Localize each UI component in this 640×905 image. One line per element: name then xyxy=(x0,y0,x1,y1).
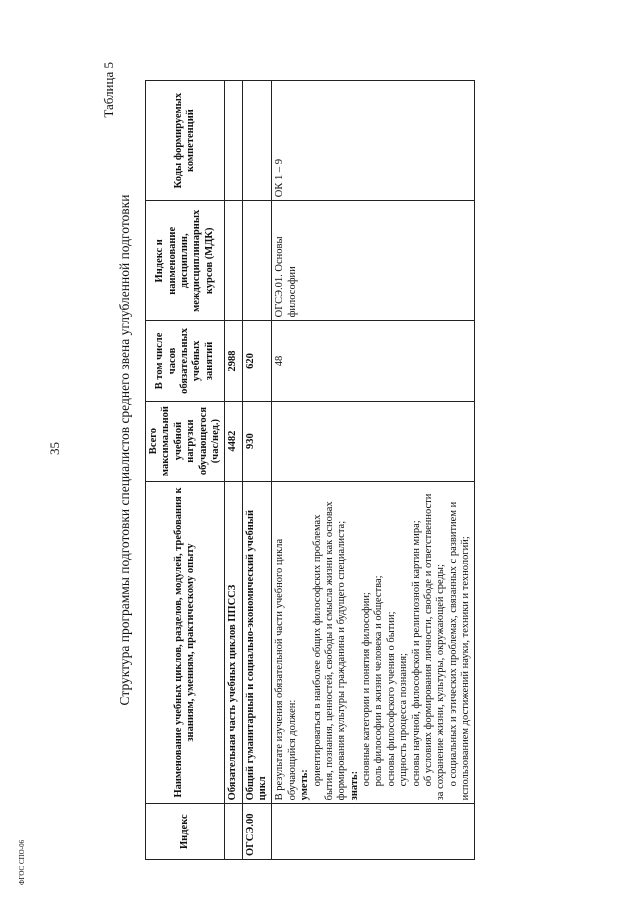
cell-max-load: 930 xyxy=(242,401,272,481)
cell-name: Общий гуманитарный и социально-экономический учебный цикл xyxy=(242,481,272,804)
header-codes: Коды формируемых компетенций xyxy=(146,81,225,201)
knowledge-item: роль философии в жизни человека и общества; xyxy=(373,575,385,787)
knowledge-item: основы философского учения о бытии; xyxy=(385,611,397,787)
page-number: 35 xyxy=(47,442,62,455)
knowledge-item: основные категории и понятия философии; xyxy=(361,592,372,787)
cell-name: Обязательная часть учебных циклов ППССЗ xyxy=(225,481,242,804)
cell-mandatory-hours: 48 xyxy=(272,321,475,401)
knowledge-item: об условиях формирования личности, свободе и ответственности за сохранение жизни, культуры, окружающей среды; xyxy=(422,493,447,801)
cell-index: ОГСЭ.00 xyxy=(242,804,272,860)
table-title: Структура программы подготовки специалистов среднего звена углубленной подготовки xyxy=(117,194,132,706)
skills-text: ориентироваться в наиболее общих философских проблемах бытия, познания, ценностей, свободы и смысла жизни как основах формирования культуры гражданина и будущего специалиста; xyxy=(311,501,348,801)
table-row xyxy=(272,81,475,860)
knowledge-item: сущность процесса познания; xyxy=(398,653,410,787)
cell-index xyxy=(272,804,475,860)
cell-requirements xyxy=(272,481,475,804)
skills-label: уметь: xyxy=(299,769,311,801)
cell-max-load xyxy=(272,401,475,481)
table-row xyxy=(225,81,242,860)
header-discipline: Индекс и наименование дисциплин, междисциплинарных курсов (МДК) xyxy=(146,201,225,321)
header-max-load: Всего максимальной учебной нагрузки обучающегося (час/нед.) xyxy=(146,401,225,481)
page-content xyxy=(101,20,621,880)
cell-discipline xyxy=(242,201,272,321)
knowledge-item: о социальных и этических проблемах, связанных с развитием и использованием достижений науки, техники и технологий; xyxy=(447,501,471,801)
cell-max-load: 4482 xyxy=(225,401,242,481)
cell-codes: ОК 1 – 9 xyxy=(272,81,475,201)
cell-codes xyxy=(242,81,272,201)
knowledge-item: основы научной, философской и религиозной картин мира; xyxy=(410,520,422,787)
header-name: Наименование учебных циклов, разделов, модулей, требования к знаниям, умениям, практическому опыту xyxy=(146,481,225,804)
table-row xyxy=(242,81,272,860)
header-row xyxy=(146,81,225,860)
knowledge-label: знать: xyxy=(348,770,360,801)
cell-discipline: ОГСЭ.01. Основы философии xyxy=(272,201,475,321)
header-mandatory-hours: В том числе часов обязательных учебных занятий xyxy=(146,321,225,401)
table-caption: Таблица 5 xyxy=(101,62,116,118)
requirements-intro: В результате изучения обязательной части учебного цикла обучающийся должен: xyxy=(274,538,298,801)
cell-discipline xyxy=(225,201,242,321)
cell-codes xyxy=(225,81,242,201)
footer-code: ФГОС СПО-06 xyxy=(18,839,26,885)
structure-table xyxy=(145,80,475,860)
cell-index xyxy=(225,804,242,860)
cell-mandatory-hours: 620 xyxy=(242,321,272,401)
cell-mandatory-hours: 2988 xyxy=(225,321,242,401)
header-index: Индекс xyxy=(146,804,225,860)
